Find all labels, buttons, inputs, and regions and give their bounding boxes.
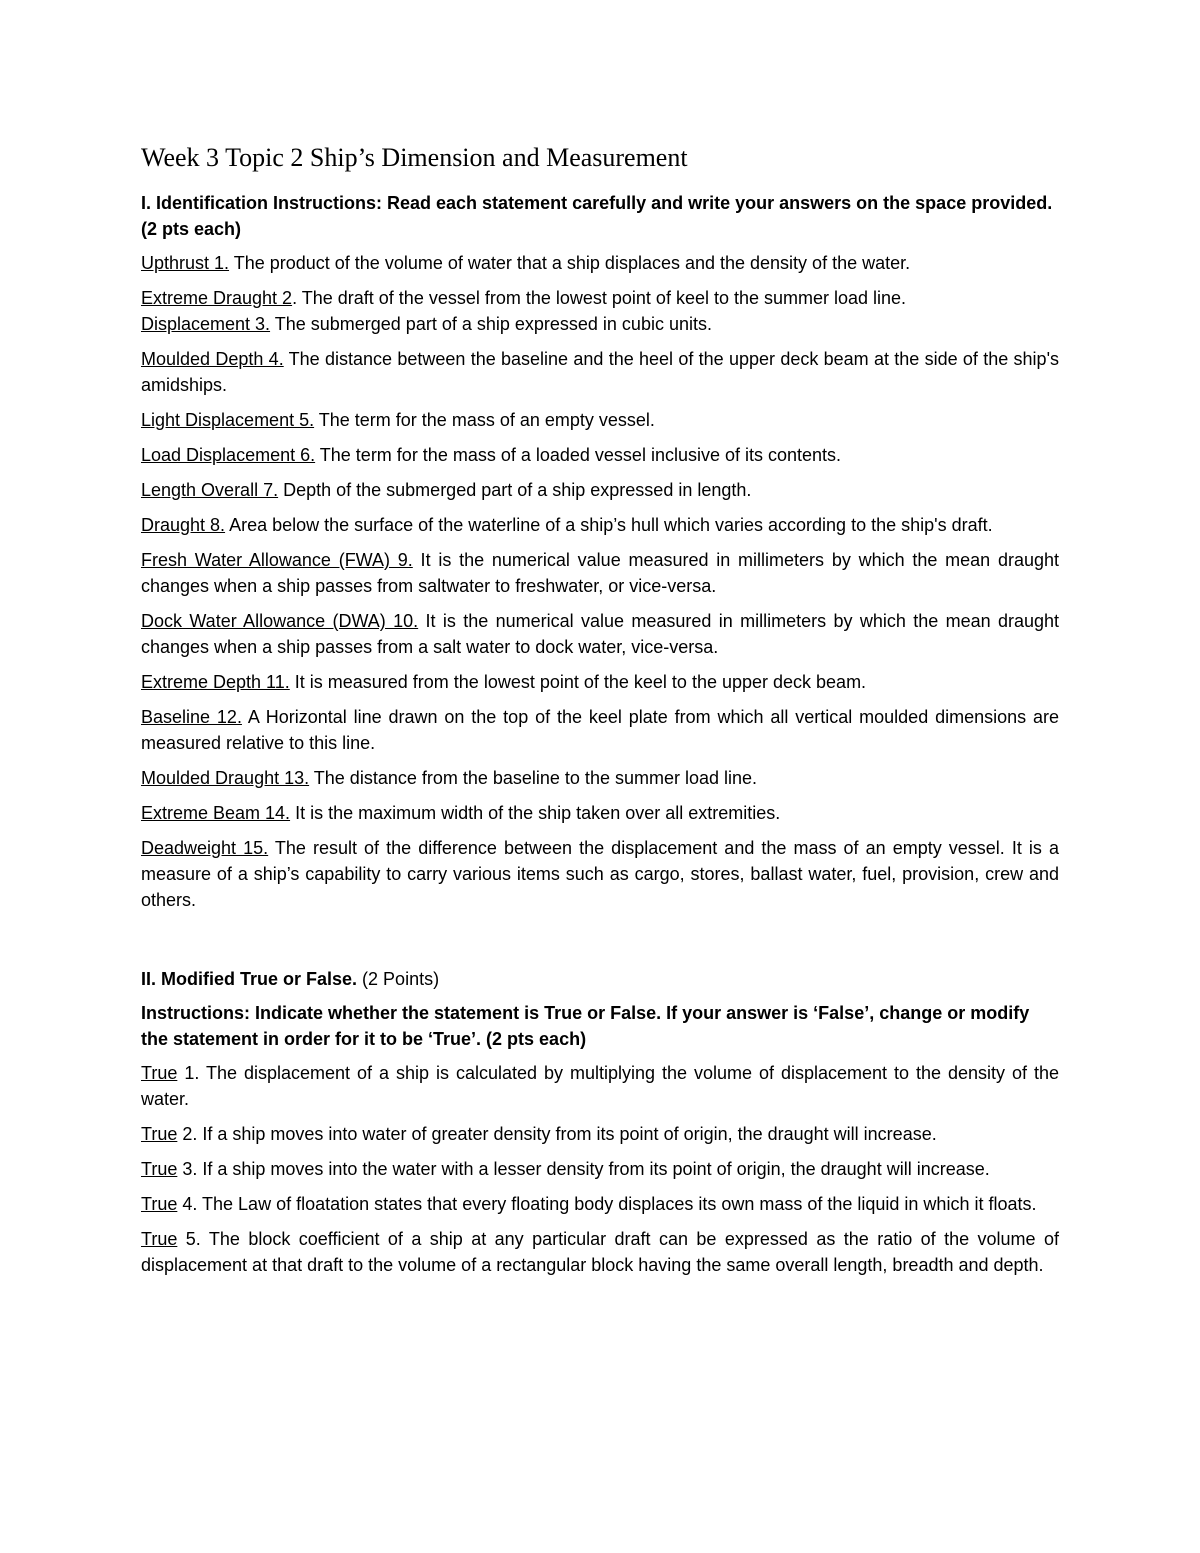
true-false-item	[141, 1226, 1059, 1278]
identification-item	[141, 311, 1059, 337]
answer: True	[141, 1159, 178, 1179]
statement: 3. If a ship moves into the water with a lesser density from its point of origin, the draught will increase.	[177, 1159, 990, 1179]
statement: The term for the mass of an empty vessel.	[314, 410, 655, 430]
statement: The term for the mass of a loaded vessel inclusive of its contents.	[315, 445, 842, 465]
answer: Length Overall 7.	[141, 480, 279, 500]
true-false-item	[141, 1060, 1059, 1112]
identification-item	[141, 800, 1059, 826]
answer: Deadweight 15.	[141, 838, 269, 858]
true-false-item	[141, 1121, 1059, 1147]
statement: 2. If a ship moves into water of greater density from its point of origin, the draught will increase.	[177, 1124, 937, 1144]
identification-item	[141, 704, 1059, 756]
answer: Load Displacement 6.	[141, 445, 316, 465]
statement: Depth of the submerged part of a ship expressed in length.	[278, 480, 752, 500]
statement: It is measured from the lowest point of the keel to the upper deck beam.	[289, 672, 867, 692]
document-title: Week 3 Topic 2 Ship’s Dimension and Measurement	[141, 143, 688, 172]
statement: The distance from the baseline to the summer load line.	[309, 768, 758, 788]
answer: True	[141, 1063, 178, 1083]
identification-item	[141, 608, 1059, 660]
statement: 1. The displacement of a ship is calculated by multiplying the volume of displacement to the density of the water.	[141, 1063, 1059, 1109]
section-spacer	[141, 922, 1059, 966]
statement: The submerged part of a ship expressed in cubic units.	[270, 314, 712, 334]
true-false-item	[141, 1156, 1059, 1182]
identification-item	[141, 250, 1059, 276]
section1-instructions: I. Identification Instructions: Read each statement carefully and write your answers on the space provided. (2 pts each)	[141, 193, 1053, 239]
answer: Fresh Water Allowance (FWA) 9.	[141, 550, 413, 570]
statement: It is the numerical value measured in millimeters by which the mean draught changes when a ship passes from saltwater to freshwater, or vice-versa.	[141, 550, 1060, 596]
statement: The product of the volume of water that a ship displaces and the density of the water.	[229, 253, 911, 273]
answer: Dock Water Allowance (DWA) 10.	[141, 611, 419, 631]
identification-item	[141, 346, 1059, 398]
identification-item	[141, 765, 1059, 791]
answer: Displacement 3.	[141, 314, 271, 334]
statement: 4. The Law of floatation states that every floating body displaces its own mass of the liquid in which it floats.	[177, 1194, 1037, 1214]
statement: The distance between the baseline and the heel of the upper deck beam at the side of the ship's amidships.	[141, 349, 1060, 395]
answer: True	[141, 1229, 178, 1249]
statement: It is the numerical value measured in millimeters by which the mean draught changes when a ship passes from a salt water to dock water, vice-versa.	[141, 611, 1059, 657]
section1-items	[141, 250, 1059, 913]
statement: . The draft of the vessel from the lowest point of keel to the summer load line.	[292, 288, 907, 308]
answer: Upthrust 1.	[141, 253, 230, 273]
statement: Area below the surface of the waterline of a ship’s hull which varies according to the ship's draft.	[225, 515, 993, 535]
section2-heading-points: (2 Points)	[357, 969, 440, 989]
identification-item	[141, 669, 1059, 695]
answer: Moulded Depth 4.	[141, 349, 284, 369]
identification-item	[141, 512, 1059, 538]
true-false-item	[141, 1191, 1059, 1217]
answer: True	[141, 1124, 178, 1144]
answer: Extreme Draught 2	[141, 288, 293, 308]
identification-item	[141, 407, 1059, 433]
identification-item	[141, 835, 1059, 913]
answer: Baseline 12.	[141, 707, 242, 727]
statement: 5. The block coefficient of a ship at any particular draft can be expressed as the ratio of the volume of displacement at that draft to the volume of a rectangular block having the same overall length, breadth and depth.	[141, 1229, 1059, 1275]
identification-item	[141, 547, 1059, 599]
identification-item	[141, 442, 1059, 468]
answer: Extreme Depth 11.	[141, 672, 290, 692]
section2-items	[141, 1060, 1059, 1278]
section2-instructions: Instructions: Indicate whether the statement is True or False. If your answer is ‘False’, change or modify the statement in order for it to be ‘True’. (2 pts each)	[141, 1003, 1030, 1049]
statement: It is the maximum width of the ship taken over all extremities.	[290, 803, 781, 823]
answer: Extreme Beam 14.	[141, 803, 291, 823]
section2-heading-bold: II. Modified True or False.	[141, 969, 358, 989]
answer: True	[141, 1194, 178, 1214]
identification-item	[141, 477, 1059, 503]
document-page	[141, 140, 1059, 1287]
statement: The result of the difference between the displacement and the mass of an empty vessel. It is a measure of a ship’s capability to carry various items such as cargo, stores, ballast water, fuel, provision, crew and others.	[141, 838, 1059, 910]
answer: Moulded Draught 13.	[141, 768, 310, 788]
answer: Draught 8.	[141, 515, 226, 535]
section2-heading	[141, 966, 1059, 992]
statement: A Horizontal line drawn on the top of the keel plate from which all vertical moulded dimensions are measured relative to this line.	[141, 707, 1060, 753]
answer: Light Displacement 5.	[141, 410, 315, 430]
identification-item	[141, 285, 1059, 311]
